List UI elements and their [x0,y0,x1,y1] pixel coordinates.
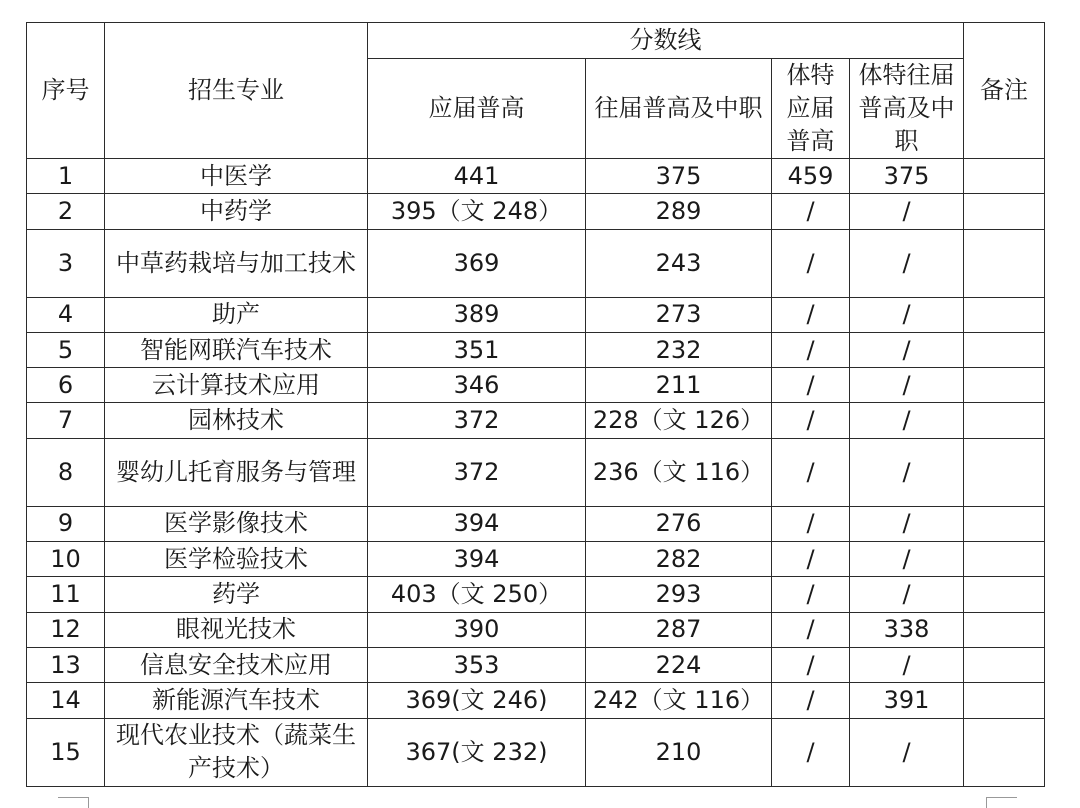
cell-remarks [964,403,1045,438]
cell-seq: 9 [27,506,105,541]
cell-remarks [964,297,1045,332]
cell-major: 药学 [105,577,368,612]
cell-remarks [964,194,1045,229]
cell-sports-past: / [850,506,964,541]
cell-fresh: 351 [368,332,586,367]
cell-sports-past: 375 [850,159,964,194]
cell-sports-past: / [850,297,964,332]
cell-seq: 14 [27,683,105,718]
header-seq: 序号 [27,23,105,159]
cell-major: 医学影像技术 [105,506,368,541]
cell-sports-fresh: / [772,368,850,403]
table-row [27,332,1045,367]
cell-major: 新能源汽车技术 [105,683,368,718]
table-row [27,506,1045,541]
cell-remarks [964,718,1045,786]
cell-sports-past: / [850,438,964,506]
cell-sports-fresh: / [772,438,850,506]
cell-remarks [964,438,1045,506]
cell-remarks [964,159,1045,194]
cell-fresh: 369(文 246) [368,683,586,718]
cell-seq: 12 [27,612,105,647]
cell-fresh: 394 [368,506,586,541]
table-row [27,647,1045,682]
cell-remarks [964,368,1045,403]
cell-past: 242（文 116） [586,683,772,718]
cell-sports-past: / [850,647,964,682]
cell-sports-fresh: / [772,683,850,718]
table-row [27,403,1045,438]
cell-sports-fresh: / [772,332,850,367]
header-past: 往届普高及中职 [586,59,772,159]
cell-fresh: 346 [368,368,586,403]
table-row [27,368,1045,403]
cell-major: 助产 [105,297,368,332]
cell-seq: 7 [27,403,105,438]
table-row [27,297,1045,332]
cell-major: 园林技术 [105,403,368,438]
cell-seq: 11 [27,577,105,612]
cell-seq: 4 [27,297,105,332]
cell-major: 中医学 [105,159,368,194]
table-row [27,229,1045,297]
page-corner-left [58,797,89,808]
cell-past: 287 [586,612,772,647]
cell-major: 云计算技术应用 [105,368,368,403]
cell-fresh: 372 [368,403,586,438]
cell-past: 243 [586,229,772,297]
cell-past: 228（文 126） [586,403,772,438]
cell-major: 现代农业技术（蔬菜生产技术） [105,718,368,786]
header-sports-fresh: 体特应届普高 [772,59,850,159]
cell-past: 232 [586,332,772,367]
cell-past: 375 [586,159,772,194]
header-score-group: 分数线 [368,23,964,59]
cell-fresh: 353 [368,647,586,682]
table-row [27,612,1045,647]
cell-sports-past: / [850,332,964,367]
cell-seq: 3 [27,229,105,297]
cell-sports-past: / [850,194,964,229]
header-fresh: 应届普高 [368,59,586,159]
cell-fresh: 390 [368,612,586,647]
table-row [27,542,1045,577]
table-row [27,683,1045,718]
cell-seq: 10 [27,542,105,577]
cell-sports-past: / [850,403,964,438]
cell-sports-past: 391 [850,683,964,718]
cell-sports-fresh: / [772,403,850,438]
cell-remarks [964,683,1045,718]
cell-fresh: 441 [368,159,586,194]
table-row [27,718,1045,786]
cell-fresh: 372 [368,438,586,506]
cell-fresh: 389 [368,297,586,332]
cell-sports-fresh: / [772,718,850,786]
cell-past: 236（文 116） [586,438,772,506]
cell-sports-fresh: / [772,612,850,647]
cell-past: 224 [586,647,772,682]
cell-seq: 5 [27,332,105,367]
table-body [27,159,1045,787]
cell-past: 211 [586,368,772,403]
cell-sports-past: / [850,368,964,403]
cell-sports-past: / [850,718,964,786]
cell-seq: 6 [27,368,105,403]
cell-fresh: 367(文 232) [368,718,586,786]
cell-sports-fresh: / [772,506,850,541]
cell-past: 210 [586,718,772,786]
cell-sports-fresh: / [772,229,850,297]
score-table [26,22,1045,787]
cell-past: 273 [586,297,772,332]
cell-sports-past: / [850,542,964,577]
cell-major: 智能网联汽车技术 [105,332,368,367]
cell-seq: 2 [27,194,105,229]
cell-major: 中草药栽培与加工技术 [105,229,368,297]
header-major: 招生专业 [105,23,368,159]
cell-major: 医学检验技术 [105,542,368,577]
cell-seq: 13 [27,647,105,682]
cell-sports-fresh: / [772,577,850,612]
cell-fresh: 395（文 248） [368,194,586,229]
cell-sports-past: / [850,229,964,297]
cell-remarks [964,229,1045,297]
header-sports-past: 体特往届普高及中职 [850,59,964,159]
cell-major: 眼视光技术 [105,612,368,647]
cell-sports-past: / [850,577,964,612]
cell-fresh: 394 [368,542,586,577]
table-row [27,159,1045,194]
cell-fresh: 403（文 250） [368,577,586,612]
cell-sports-past: 338 [850,612,964,647]
cell-seq: 8 [27,438,105,506]
cell-fresh: 369 [368,229,586,297]
cell-remarks [964,332,1045,367]
table-row [27,438,1045,506]
cell-sports-fresh: 459 [772,159,850,194]
cell-past: 293 [586,577,772,612]
cell-major: 婴幼儿托育服务与管理 [105,438,368,506]
page-corner-right [986,797,1017,808]
cell-sports-fresh: / [772,297,850,332]
cell-sports-fresh: / [772,647,850,682]
cell-sports-fresh: / [772,194,850,229]
cell-remarks [964,612,1045,647]
header-remarks: 备注 [964,23,1045,159]
cell-major: 信息安全技术应用 [105,647,368,682]
cell-remarks [964,506,1045,541]
cell-seq: 15 [27,718,105,786]
cell-seq: 1 [27,159,105,194]
cell-past: 289 [586,194,772,229]
table-row [27,577,1045,612]
cell-sports-fresh: / [772,542,850,577]
cell-past: 282 [586,542,772,577]
cell-remarks [964,577,1045,612]
cell-major: 中药学 [105,194,368,229]
cell-past: 276 [586,506,772,541]
table-row [27,194,1045,229]
cell-remarks [964,542,1045,577]
cell-remarks [964,647,1045,682]
